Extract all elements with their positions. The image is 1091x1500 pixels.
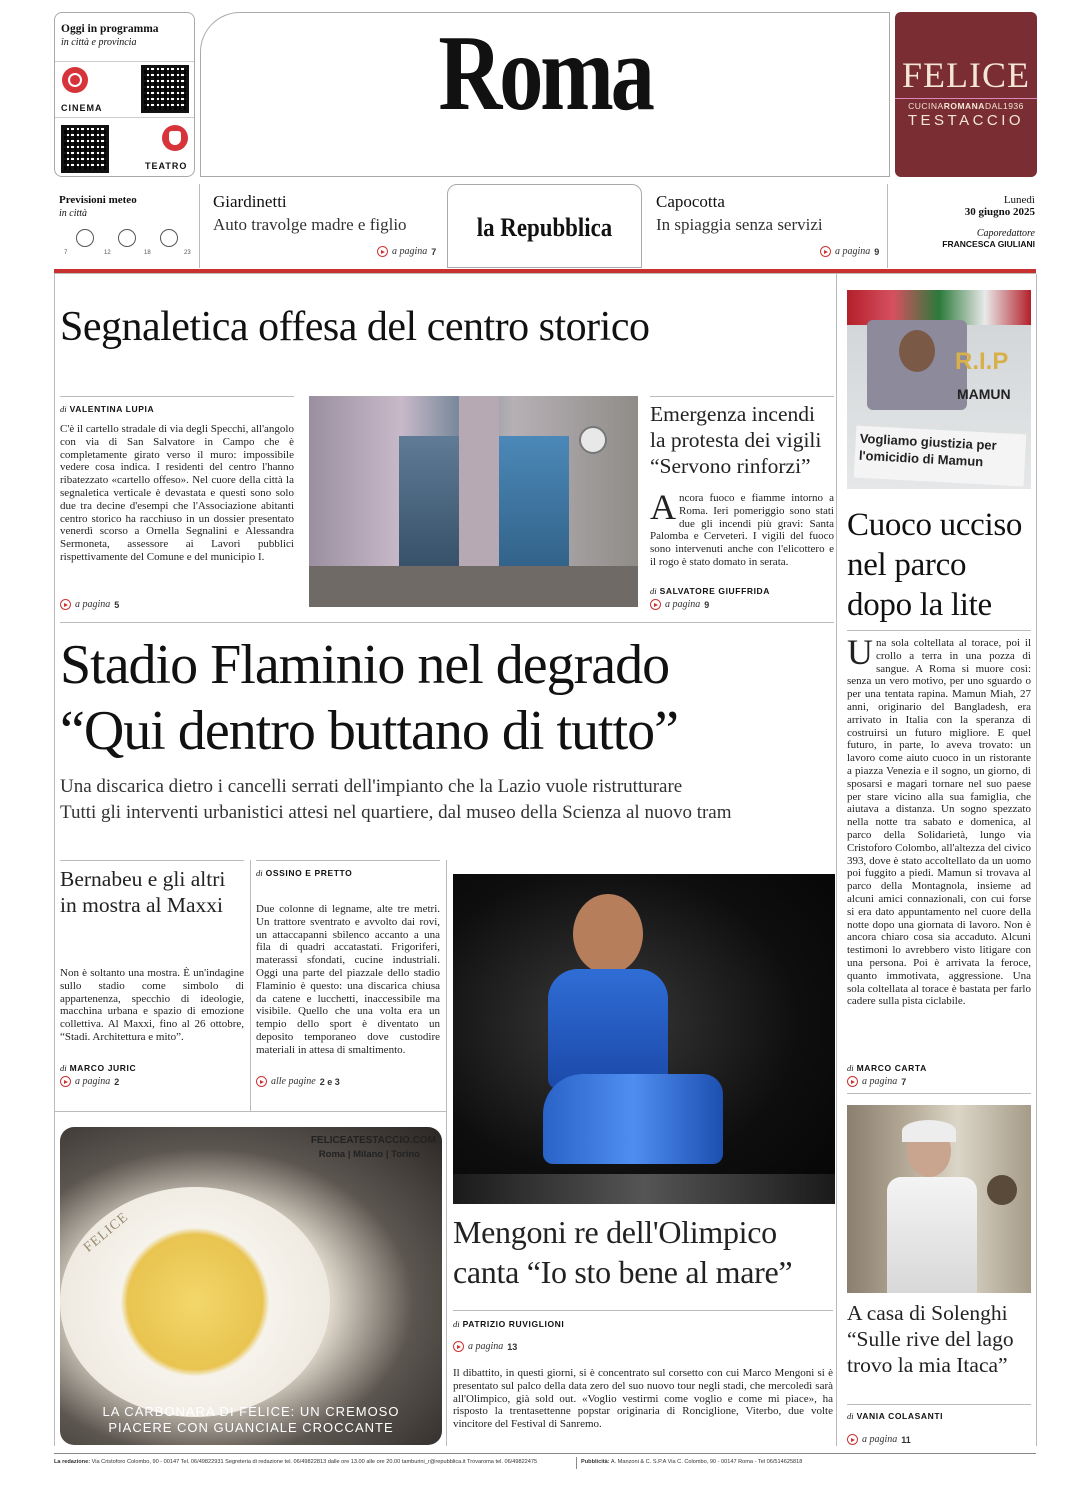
masthead-title: Roma <box>438 14 652 133</box>
meteo-hour: 23 <box>184 250 191 256</box>
arrow-icon <box>650 599 661 610</box>
rip-banner-text: Vogliamo giustizia per l'omicidio di Mamun <box>854 426 1026 487</box>
rip-name: MAMUN <box>957 386 1011 402</box>
teaser-capocotta[interactable] <box>648 184 888 268</box>
lead-headline-1[interactable]: Stadio Flaminio nel degrado <box>60 634 670 696</box>
story1-body: C'è il cartello stradale di via degli Specchi, all'angolo con via di San Salvatore in Campo che è completamente girato verso il muro: impossibile vedere cosa indica. I residenti del centro l'hanno ribatezzato «cartello offeso». Nel cuore della città la segnaletica verticale è devastata e questi sono solo due tra decine d'esempi che l'Associazione abitanti centro storico ha racchiuso in un dossier presentato venerdì scorso a Ornella Segnalini e Alessandra Sermoneta, assessore ai Lavori pubblici rispettivamente del Comune e del municipio I. <box>60 423 294 563</box>
footer-pubblicita: Pubblicità: A. Manzoni & C. S.P.A Via C. Colombo, 90 - 00147 Roma - Tel 06/514625818 <box>581 1459 803 1465</box>
date-box <box>892 184 1035 268</box>
street-sign-photo <box>309 396 638 607</box>
arrow-icon <box>256 1076 267 1087</box>
story6-ref[interactable]: a pagina 13 <box>453 1341 517 1352</box>
felice-place: TESTACCIO <box>907 112 1025 129</box>
ad-cities: Roma | Milano | Torino <box>318 1149 420 1160</box>
story5-body: Due colonne di legname, alte tre metri. Un trattore sventrato e avvolto dai rovi, un attaccapanni sbilenco accanto a una fila di quadri accatastati. Frigoriferi, materassi sfondati, cucine industriali. Oggi una parte del piazzale dello stadio Flaminio è questo: una discarica chiusa da catene e lucchetti, inaccessibile ma visibile. Quello che una volta era un tempio dello sport è diventato un deposito temporaneo dove custodire materiali in attesa di smaltimento. <box>256 903 440 1056</box>
repubblica-logo: la Repubblica <box>476 213 613 242</box>
editor-name: FRANCESCA GIULIANI <box>942 239 1035 249</box>
cinema-icon <box>62 67 88 93</box>
mengoni-concert-photo <box>453 874 835 1204</box>
promo-subtitle: in città e provincia <box>61 37 137 48</box>
logo-box <box>447 184 642 268</box>
story6-body: Il dibattito, in questi giorni, si è concentrato sul corsetto con cui Marco Mengoni si è presentato sul palco della data zero del suo nuovo tour negli stadi, che mercoledì sarà all'Olimpico, già sold out. «Voglio vestirmi come voglio e come mi piace», ha risposto la trentasettenne popstar originaria di Ronciglione, Viterbo, due volte vincitore del Festival di Sanremo. <box>453 1367 833 1431</box>
arrow-icon <box>60 599 71 610</box>
story6-headline[interactable]: Mengoni re dell'Olimpico canta “Io sto bene al mare” <box>453 1214 793 1290</box>
meteo-box <box>54 184 200 268</box>
teatro-icon <box>162 125 188 151</box>
story3-body: Una sola coltellata al torace, poi il crollo a terra in una pozza di sangue. A Roma si muore così: senza un vero motivo, per uno sguardo o per una tentata rapina. Mamun Miah, 27 anni, originario del Bangladesh, era arrivato in Italia con la speranza di costruirsi un futuro migliore. E quel futuro, in parte, lo aveva trovato: un lavoro come aiuto cuoco in un ristorante a piazza Venezia e il sogno, un giorno, di sposarsi e magari tornare nel suo paese per stare vicino alla sua famiglia, che aiutava a distanza. Un sogno spezzato nella notte tra sabato e domenica, al parco della Solidarietà, lungo via Cristoforo Colombo, all'altezza del civico 393, dove è stato accoltellato da un uomo poi fuggito a piedi. Mamun si trovava al parco della Montagnola, insieme ad alcuni amici connazionali, con cui forse si era dato appuntamento nel cuore della notte dopo una giornata di lavoro. Non è ancora chiaro cosa sia accaduto. Alcuni testimoni lo avrebbero visto litigare con una persona. Poi è arrivata la feroce, quanto immotivata, aggressione. Una sola coltellata al torace è bastata per farlo cadere sulla pista ciclabile. <box>847 632 1031 1008</box>
rip-text: R.I.P <box>955 348 1009 375</box>
story3-ref[interactable]: a pagina 7 <box>847 1076 906 1087</box>
teatro-qr-code[interactable] <box>61 125 109 173</box>
teaser-ref: a pagina 9 <box>820 246 879 257</box>
story1-byline: di VALENTINA LUPIA <box>60 404 155 414</box>
sun-icon <box>118 229 136 247</box>
lead-headline-2[interactable]: “Qui dentro buttano di tutto” <box>60 700 678 762</box>
story6-byline: di PATRIZIO RUVIGLIONI <box>453 1319 565 1329</box>
meteo-title: Previsioni meteo <box>59 194 137 206</box>
arrow-icon <box>847 1076 858 1087</box>
meteo-hour: 12 <box>104 250 111 256</box>
story2-headline[interactable]: Emergenza incendi la protesta dei vigili “Servono rinforzi” <box>650 402 822 478</box>
story7-headline[interactable]: A casa di Solenghi “Sulle rive del lago trovo la mia Itaca” <box>847 1301 1014 1377</box>
teaser-ref: a pagina 7 <box>377 246 436 257</box>
meteo-hour: 7 <box>64 250 68 256</box>
ad-caption-1: LA CARBONARA DI FELICE: UN CREMOSO <box>102 1404 400 1419</box>
teaser-headline: In spiaggia senza servizi <box>656 215 823 234</box>
plate <box>60 1187 330 1417</box>
promo-box <box>54 12 195 177</box>
felice-carbonara-ad[interactable] <box>60 1127 442 1445</box>
story4-body: Non è soltanto una mostra. È un'indagine sullo stadio come simbolo di appartenenza, specchio di ideologie, macchina urbana e spazio di emozione collettiva. Al Maxxi, fino al 26 ottobre, “Stadi. Architettura e mito”. <box>60 967 244 1043</box>
ad-caption-2: PIACERE CON GUANCIALE CROCCANTE <box>108 1420 394 1435</box>
arrow-icon <box>377 246 388 257</box>
arrow-icon <box>847 1434 858 1445</box>
arrow-icon <box>820 246 831 257</box>
story4-byline: di MARCO JURIC <box>60 1063 137 1073</box>
lead-deck-2: Tutti gli interventi urbanistici attesi nel quartiere, dal museo della Scienza al nuovo tram <box>60 802 732 823</box>
felice-tagline: CUCINAROMANADAL1936 <box>895 98 1037 111</box>
sun-icon <box>160 229 178 247</box>
editor-role: Caporedattore <box>976 228 1035 239</box>
plate-logo: FELICE <box>81 1209 132 1256</box>
solenghi-photo <box>847 1105 1031 1293</box>
arrow-icon <box>60 1076 71 1087</box>
weekday: Lunedì <box>1003 194 1035 206</box>
story7-ref[interactable]: a pagina 11 <box>847 1434 911 1445</box>
story3-byline: di MARCO CARTA <box>847 1063 927 1073</box>
teaser-kicker: Capocotta <box>656 192 725 211</box>
teaser-headline: Auto travolge madre e figlio <box>213 215 407 234</box>
rip-banner-photo <box>847 290 1031 489</box>
story4-headline[interactable]: Bernabeu e gli altri in mostra al Maxxi <box>60 867 226 917</box>
teaser-giardinetti[interactable] <box>205 184 445 268</box>
story5-ref[interactable]: alle pagine 2 e 3 <box>256 1076 340 1087</box>
ad-site: FELICEATESTACCIO.COM <box>310 1135 436 1146</box>
story2-body: Ancora fuoco e fiamme intorno a Roma. Ieri pomeriggio sono stati due gli incendi più gravi: Santa Palomba e Cerveteri. I vigili del fuoco sono intervenuti anche con l'elicottero e il rogo è stato domato in serata. <box>650 487 834 568</box>
story4-ref[interactable]: a pagina 2 <box>60 1076 119 1087</box>
promo-title: Oggi in programma <box>61 23 159 35</box>
story1-headline[interactable]: Segnaletica offesa del centro storico <box>60 304 650 350</box>
teatro-label: TEATRO <box>145 161 188 171</box>
story7-byline: di VANIA COLASANTI <box>847 1411 944 1421</box>
felice-brand: FELICE <box>902 55 1030 95</box>
arrow-icon <box>453 1341 464 1352</box>
lead-deck-1: Una discarica dietro i cancelli serrati dell'impianto che la Lazio vuole ristrutturare <box>60 776 683 797</box>
meteo-subtitle: in città <box>59 208 88 219</box>
meteo-hour: 18 <box>144 250 151 256</box>
story3-headline[interactable]: Cuoco ucciso nel parco dopo la lite <box>847 507 1023 623</box>
felice-ad-top[interactable] <box>895 12 1037 177</box>
story5-byline: di OSSINO E PRETTO <box>256 868 353 878</box>
story2-ref[interactable]: a pagina 9 <box>650 599 709 610</box>
footer-redazione: La redazione: Via Cristoforo Colombo, 90 - 00147 Tel. 06/49822931 Segreteria di redazione tel. 06/49822813 dalle ore 13.00 alle ore 20.00 tamburini_r@repubblica.it Trovaroma tel. 06/49822475 <box>54 1459 538 1465</box>
teaser-kicker: Giardinetti <box>213 192 287 211</box>
issue-date: 30 giugno 2025 <box>964 206 1035 218</box>
cinema-qr-code[interactable] <box>141 65 189 113</box>
story2-byline: di SALVATORE GIUFFRIDA <box>650 586 771 596</box>
story1-ref[interactable]: a pagina 5 <box>60 599 119 610</box>
sun-icon <box>76 229 94 247</box>
cinema-label: CINEMA <box>61 103 103 113</box>
